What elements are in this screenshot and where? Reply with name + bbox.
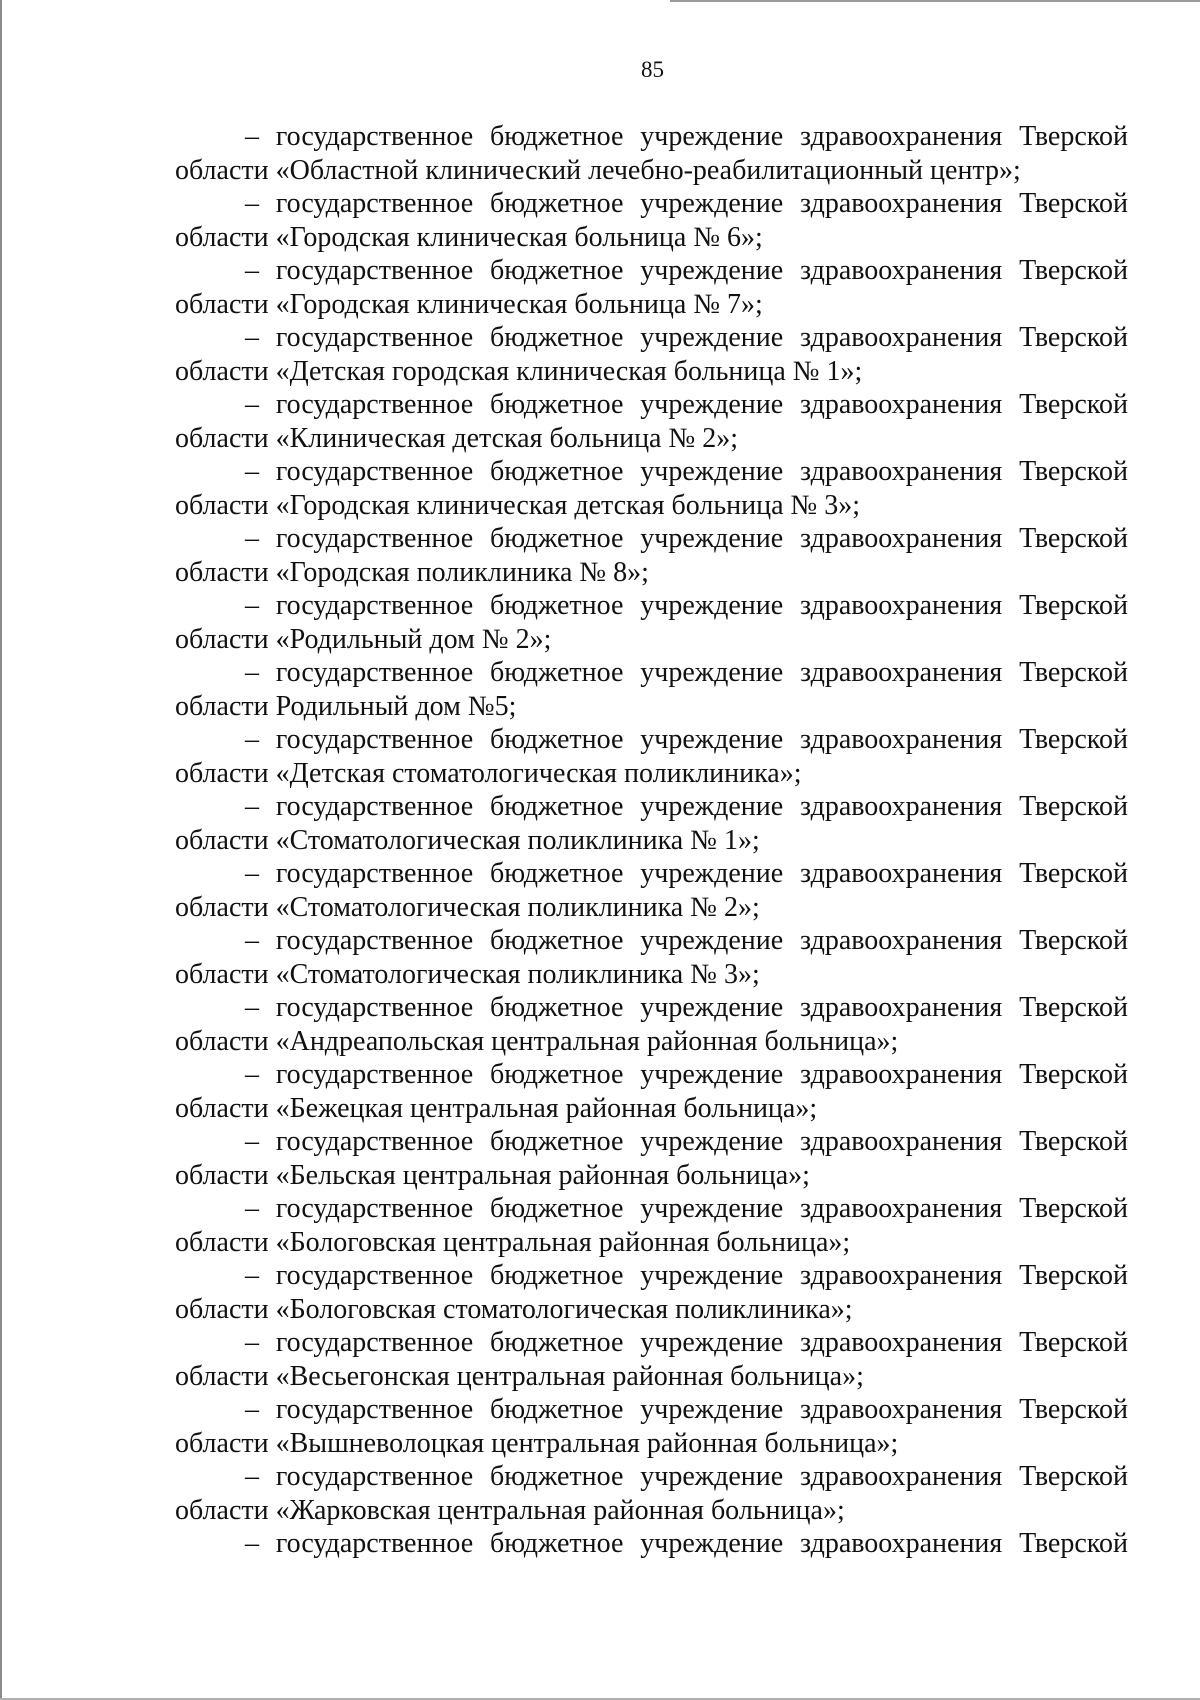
prefix-word: здравоохранения <box>800 456 1003 487</box>
institution-name: области «Андреапольская центральная районная больница»; <box>175 1025 899 1057</box>
institution-name: области «Городская клиническая больница № 7»; <box>175 288 763 320</box>
entry-prefix-line <box>175 187 1128 221</box>
prefix-word: здравоохранения <box>800 1126 1003 1157</box>
entry-prefix-line <box>175 120 1128 154</box>
prefix-word: Тверской <box>1019 188 1128 219</box>
prefix-word: Тверской <box>1019 322 1128 353</box>
prefix-word: государственное <box>275 992 474 1023</box>
institution-name: области «Вышневолоцкая центральная районная больница»; <box>175 1427 899 1459</box>
entry-prefix-line <box>175 254 1128 288</box>
prefix-word: учреждение <box>640 322 784 353</box>
prefix-word: государственное <box>275 1327 474 1358</box>
list-item <box>175 857 1128 924</box>
prefix-word: здравоохранения <box>800 1461 1003 1492</box>
prefix-word: Тверской <box>1019 456 1128 487</box>
institution-name: области «Стоматологическая поликлиника № 3»; <box>175 958 760 990</box>
prefix-word: бюджетное <box>490 121 624 152</box>
prefix-word: Тверской <box>1019 255 1128 286</box>
list-item <box>175 1058 1128 1125</box>
list-item <box>175 1393 1128 1460</box>
prefix-word: бюджетное <box>490 791 624 822</box>
prefix-word: государственное <box>275 1260 474 1291</box>
list-item <box>175 589 1128 656</box>
prefix-word: учреждение <box>640 590 784 621</box>
prefix-word: бюджетное <box>490 1461 624 1492</box>
prefix-word: здравоохранения <box>800 1193 1003 1224</box>
entry-prefix-line <box>175 1460 1128 1494</box>
prefix-word: здравоохранения <box>800 992 1003 1023</box>
entry-prefix-line-continued <box>175 1527 1128 1561</box>
prefix-word: учреждение <box>640 1327 784 1358</box>
list-item <box>175 723 1128 790</box>
prefix-word: Тверской <box>1019 523 1128 554</box>
institution-name: области «Бельская центральная районная больница»; <box>175 1159 810 1191</box>
entry-prefix-line <box>175 1058 1128 1092</box>
list-dash: – <box>245 1126 259 1157</box>
list-item <box>175 120 1128 187</box>
list-item <box>175 187 1128 254</box>
institution-name: области Родильный дом №5; <box>175 690 517 722</box>
list-item <box>175 522 1128 589</box>
prefix-word: Тверской <box>1019 992 1128 1023</box>
prefix-word: здравоохранения <box>800 188 1003 219</box>
prefix-word: бюджетное <box>490 188 624 219</box>
prefix-word: бюджетное <box>490 255 624 286</box>
list-dash: – <box>245 657 259 688</box>
entry-prefix-line <box>175 1393 1128 1427</box>
prefix-word: бюджетное <box>490 1193 624 1224</box>
entry-prefix-line <box>175 1259 1128 1293</box>
institution-name: области «Клиническая детская больница № 2»; <box>175 422 738 454</box>
page-number: 85 <box>641 57 664 82</box>
institution-name: области «Родильный дом № 2»; <box>175 623 552 655</box>
prefix-word: Тверской <box>1019 1260 1128 1291</box>
prefix-word: государственное <box>275 121 474 152</box>
entry-prefix-line <box>175 1326 1128 1360</box>
entry-prefix-line <box>175 321 1128 355</box>
prefix-word: государственное <box>275 1394 474 1425</box>
prefix-word: учреждение <box>640 1528 784 1559</box>
prefix-word: бюджетное <box>490 1327 624 1358</box>
list-item <box>175 388 1128 455</box>
prefix-word: учреждение <box>640 1461 784 1492</box>
list-dash: – <box>245 456 259 487</box>
institution-name: области «Бежецкая центральная районная больница»; <box>175 1092 818 1124</box>
list-dash: – <box>245 590 259 621</box>
scan-top-line <box>670 0 1200 2</box>
prefix-word: государственное <box>275 925 474 956</box>
list-dash: – <box>245 925 259 956</box>
entry-prefix-line <box>175 388 1128 422</box>
prefix-word: бюджетное <box>490 1260 624 1291</box>
institution-name: области «Весьегонская центральная районная больница»; <box>175 1360 864 1392</box>
prefix-word: Тверской <box>1019 1327 1128 1358</box>
prefix-word: бюджетное <box>490 1394 624 1425</box>
prefix-word: бюджетное <box>490 925 624 956</box>
list-dash: – <box>245 389 259 420</box>
institution-name: области «Детская стоматологическая поликлиника»; <box>175 757 802 789</box>
list-dash: – <box>245 255 259 286</box>
institution-name: области «Стоматологическая поликлиника № 1»; <box>175 824 760 856</box>
prefix-word: Тверской <box>1019 791 1128 822</box>
prefix-word: Тверской <box>1019 925 1128 956</box>
prefix-word: государственное <box>275 322 474 353</box>
entry-prefix-line <box>175 1192 1128 1226</box>
prefix-word: Тверской <box>1019 1528 1128 1559</box>
list-item <box>175 924 1128 991</box>
entry-prefix-line <box>175 656 1128 690</box>
list-item <box>175 1125 1128 1192</box>
prefix-word: Тверской <box>1019 657 1128 688</box>
list-dash: – <box>245 791 259 822</box>
prefix-word: государственное <box>275 1461 474 1492</box>
prefix-word: учреждение <box>640 456 784 487</box>
prefix-word: здравоохранения <box>800 1528 1003 1559</box>
prefix-word: бюджетное <box>490 1059 624 1090</box>
list-item <box>175 321 1128 388</box>
prefix-word: Тверской <box>1019 724 1128 755</box>
prefix-word: Тверской <box>1019 121 1128 152</box>
institution-name: области «Городская клиническая больница № 6»; <box>175 221 763 253</box>
prefix-word: здравоохранения <box>800 322 1003 353</box>
prefix-word: Тверской <box>1019 1193 1128 1224</box>
institution-name: области «Бологовская стоматологическая поликлиника»; <box>175 1293 853 1325</box>
prefix-word: государственное <box>275 1528 474 1559</box>
prefix-word: здравоохранения <box>800 1394 1003 1425</box>
entry-prefix-line <box>175 924 1128 958</box>
list-item <box>175 991 1128 1058</box>
entry-prefix-line <box>175 522 1128 556</box>
list-dash: – <box>245 992 259 1023</box>
prefix-word: государственное <box>275 389 474 420</box>
prefix-word: здравоохранения <box>800 590 1003 621</box>
prefix-word: Тверской <box>1019 1059 1128 1090</box>
prefix-word: бюджетное <box>490 456 624 487</box>
prefix-word: Тверской <box>1019 1394 1128 1425</box>
list-item <box>175 254 1128 321</box>
prefix-word: учреждение <box>640 657 784 688</box>
prefix-word: государственное <box>275 456 474 487</box>
scan-left-edge <box>0 0 2 1700</box>
prefix-word: учреждение <box>640 858 784 889</box>
prefix-word: учреждение <box>640 1193 784 1224</box>
prefix-word: здравоохранения <box>800 1059 1003 1090</box>
list-item <box>175 1259 1128 1326</box>
list-item <box>175 1326 1128 1393</box>
list-item <box>175 1192 1128 1259</box>
institution-name: области «Детская городская клиническая больница № 1»; <box>175 355 863 387</box>
prefix-word: здравоохранения <box>800 523 1003 554</box>
prefix-word: здравоохранения <box>800 121 1003 152</box>
prefix-word: учреждение <box>640 1394 784 1425</box>
list-dash: – <box>245 1327 259 1358</box>
prefix-word: здравоохранения <box>800 389 1003 420</box>
list-dash: – <box>245 1193 259 1224</box>
prefix-word: учреждение <box>640 523 784 554</box>
institution-list <box>175 120 1128 1561</box>
prefix-word: бюджетное <box>490 724 624 755</box>
prefix-word: учреждение <box>640 188 784 219</box>
prefix-word: здравоохранения <box>800 657 1003 688</box>
entry-prefix-line <box>175 991 1128 1025</box>
prefix-word: государственное <box>275 724 474 755</box>
prefix-word: бюджетное <box>490 657 624 688</box>
prefix-word: учреждение <box>640 121 784 152</box>
prefix-word: государственное <box>275 188 474 219</box>
list-dash: – <box>245 1461 259 1492</box>
list-item <box>175 790 1128 857</box>
prefix-word: здравоохранения <box>800 1327 1003 1358</box>
institution-name: области «Бологовская центральная районная больница»; <box>175 1226 851 1258</box>
prefix-word: государственное <box>275 255 474 286</box>
prefix-word: государственное <box>275 657 474 688</box>
institution-name: области «Городская клиническая детская больница № 3»; <box>175 489 860 521</box>
prefix-word: государственное <box>275 590 474 621</box>
prefix-word: здравоохранения <box>800 255 1003 286</box>
prefix-word: здравоохранения <box>800 1260 1003 1291</box>
list-dash: – <box>245 1528 259 1559</box>
list-item <box>175 1460 1128 1527</box>
list-dash: – <box>245 188 259 219</box>
prefix-word: бюджетное <box>490 523 624 554</box>
prefix-word: бюджетное <box>490 1528 624 1559</box>
list-dash: – <box>245 858 259 889</box>
prefix-word: государственное <box>275 1059 474 1090</box>
list-dash: – <box>245 1059 259 1090</box>
prefix-word: государственное <box>275 1193 474 1224</box>
entry-prefix-line <box>175 857 1128 891</box>
prefix-word: учреждение <box>640 1260 784 1291</box>
list-dash: – <box>245 121 259 152</box>
prefix-word: Тверской <box>1019 1126 1128 1157</box>
list-dash: – <box>245 523 259 554</box>
prefix-word: государственное <box>275 1126 474 1157</box>
list-dash: – <box>245 724 259 755</box>
institution-name: области «Городская поликлиника № 8»; <box>175 556 649 588</box>
list-dash: – <box>245 322 259 353</box>
list-dash: – <box>245 1394 259 1425</box>
entry-prefix-line <box>175 723 1128 757</box>
entry-prefix-line <box>175 455 1128 489</box>
prefix-word: учреждение <box>640 791 784 822</box>
institution-name: области «Областной клинический лечебно-реабилитационный центр»; <box>175 154 1021 186</box>
prefix-word: бюджетное <box>490 389 624 420</box>
prefix-word: здравоохранения <box>800 925 1003 956</box>
entry-prefix-line <box>175 790 1128 824</box>
list-item <box>175 455 1128 522</box>
prefix-word: государственное <box>275 523 474 554</box>
list-item <box>175 656 1128 723</box>
prefix-word: учреждение <box>640 724 784 755</box>
list-dash: – <box>245 1260 259 1291</box>
prefix-word: учреждение <box>640 389 784 420</box>
prefix-word: учреждение <box>640 1059 784 1090</box>
prefix-word: государственное <box>275 858 474 889</box>
prefix-word: здравоохранения <box>800 858 1003 889</box>
prefix-word: Тверской <box>1019 1461 1128 1492</box>
prefix-word: учреждение <box>640 1126 784 1157</box>
prefix-word: учреждение <box>640 255 784 286</box>
entry-prefix-line <box>175 1125 1128 1159</box>
prefix-word: Тверской <box>1019 389 1128 420</box>
prefix-word: здравоохранения <box>800 724 1003 755</box>
prefix-word: бюджетное <box>490 322 624 353</box>
prefix-word: Тверской <box>1019 590 1128 621</box>
institution-name: области «Стоматологическая поликлиника № 2»; <box>175 891 760 923</box>
prefix-word: учреждение <box>640 925 784 956</box>
institution-name: области «Жарковская центральная районная больница»; <box>175 1494 845 1526</box>
prefix-word: здравоохранения <box>800 791 1003 822</box>
prefix-word: бюджетное <box>490 858 624 889</box>
prefix-word: государственное <box>275 791 474 822</box>
prefix-word: бюджетное <box>490 590 624 621</box>
prefix-word: бюджетное <box>490 1126 624 1157</box>
prefix-word: учреждение <box>640 992 784 1023</box>
prefix-word: Тверской <box>1019 858 1128 889</box>
entry-prefix-line <box>175 589 1128 623</box>
prefix-word: бюджетное <box>490 992 624 1023</box>
